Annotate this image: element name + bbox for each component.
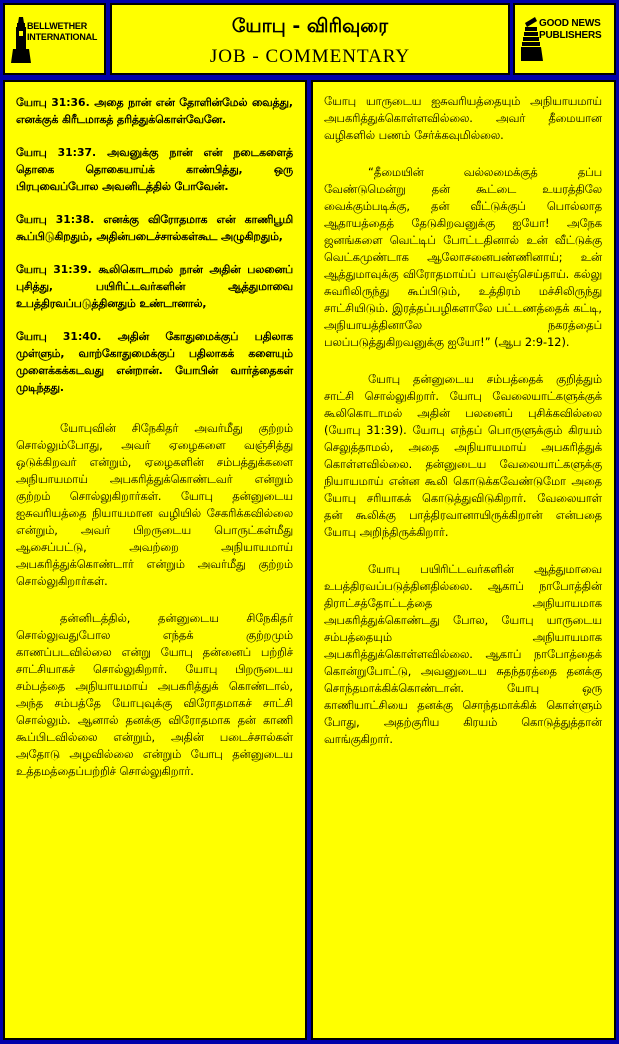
bellwether-logo-text xyxy=(27,21,97,43)
commentary-paragraph: யோபு தன்னுடைய சம்பத்தைக் குறித்தும் சாட்சி சொல்லுகிறார். யோபு வேலையாட்களுக்குக் கூலிகொடாமல் அதின் பலனைப் புசிக்கவில்லை (யோபு 31:39). யோபு எந்தப் பொருளுக்கும் கிரயம் செலுத்தாமல், அதை அநியாயமாய் அபகரித்துக் கொள்ளவில்லை. தன்னுடைய வேலையாட்களுக்கு நியாயமாய் என்ன கூலி கொடுக்கவேண்டுமோ அதை யோபு சரியாகக் கொடுத்துவிடுகிறார். வேலையாள் தன் கூலிக்கு பாத்திரவானாயிருக்கிறான் என்பதை யோபு அறிந்திருக்கிறார். xyxy=(324,373,602,539)
verse-31-37: யோபு 31:37. அவனுக்கு நான் என் நடைகளைத் தொகை தொகையாய்க் காண்பித்து, ஒரு பிரபுவைப்போல அவனிடத்தில் போவேன். xyxy=(16,146,293,193)
commentary-paragraph: யோபுவின் சிநேகிதர் அவர்மீது குற்றம் சொல்லும்போது, அவர் ஏழைகளை வஞ்சித்து ஒடுக்கிறவர் என்றும், ஏழைகளின் சம்பத்துக்களை அநியாயமாய் அபகரித்துக்கொண்டவர் என்றும் குற்றம் சொல்லுகிறார்கள். யோபு தன்னுடைய ஐசுவரியத்தை நியாயமான வழியில் சேகரிக்கவில்லை என்றும், அவர் பிறருடைய பொருட்கள்மீது ஆசைப்பட்டு, அவற்றை அநியாயமாய் அபகரித்துக்கொண்டார் என்றும் அவர்மீது குற்றம் சொல்லுகிறார்கள். xyxy=(16,422,293,588)
logo-line-2: PUBLISHERS xyxy=(539,30,602,41)
verse-31-40: யோபு 31:40. அதின் கோதுமைக்குப் பதிலாக முள்ளும், வாற்கோதுமைக்குப் பதிலாகக் களையும் முளைக்கக்கடவது என்றான். யோபின் வார்த்தைகள் முடிந்தது. xyxy=(16,330,293,394)
commentary-paragraph: யோபு பயிரிட்டவர்களின் ஆத்துமாவை உபத்திரவப்படுத்தினதில்லை. ஆகாப் நாபோத்தின் திராட்சத்தோட்டத்தை அநியாயமாக அபகரித்துக்கொண்டது போல, யோபு யாருடைய சம்பத்தையும் அநியாயமாக அபகரித்துக்கொள்ளவில்லை. ஆகாப் நாபோத்தைக் கொன்றுபோட்டு, அவனுடைய சுதந்தரத்தை தனக்கு சொந்தமாக்கிக்கொண்டான். யோபு ஒரு காணியாட்சியை தனக்கு சொந்தமாக்கிக் கொள்ளும் போது, அதற்குரிய கிரயம் கொடுத்துத்தான் வாங்குகிறார். xyxy=(324,563,602,746)
scripture-quote: “தீமையின் வல்லமைக்குத் தப்ப வேண்டுமென்று தன் கூட்டை உயரத்திலே வைக்கும்படிக்கு, தன் வீட்டுக்குப் பொல்லாத ஆதாயத்தைத் தேடுகிறவனுக்கு ஐயோ! அநேக ஜனங்களை வெட்டிப் போட்டதினால் உன் வீட்டுக்கு வெட்கமுண்டாக ஆலோசனைபண்ணினாய்; உன் ஆத்துமாவுக்கு விரோதமாய்ப் பாவஞ்செய்தாய். கல்லு சுவரிலிருந்து கூப்பிடும், உத்திரம் மச்சிலிருந்து சாட்சியிடும். இரத்தப்பழிகளாலே பட்டணத்தைக் கட்டி, அநியாயத்தினாலே நகரத்தைப் பலப்படுத்துகிறவனுக்கு ஐயோ!” (ஆப 2:9-12). xyxy=(324,166,602,349)
commentary-paragraph: தன்னிடத்தில், தன்னுடைய சிநேகிதர் சொல்லுவதுபோல எந்தக் குற்றமும் காணப்படவில்லை என்று யோபு தன்னைப் பற்றிச் சாட்சியாகச் சொல்லுகிறார். யோபு பிறருடைய சம்பத்தை அநியாயமாய் அபகரித்துக் கொண்டால், அந்த சம்பத்தே யோபுவுக்கு விரோதமாகச் சாட்சி சொல்லும். ஆனால் தனக்கு விரோதமாக தன் காணி கூப்பிடவில்லை என்றும், அதின் படைச்சால்கள் அதோடு அழவில்லை என்றும் யோபு தன்னுடைய உத்தமத்தைப்பற்றிச் சொல்லுகிறார். xyxy=(16,612,293,778)
left-column xyxy=(3,80,307,1040)
logo-line-1: BELLWETHER xyxy=(27,21,87,31)
good-news-logo-text xyxy=(539,18,601,42)
page-title-tamil: யோபு - விரிவுரை xyxy=(231,15,389,37)
verse-31-39: யோபு 31:39. கூலிகொடாமல் நான் அதின் பலனைப் புசித்து, பயிரிட்டவர்களின் ஆத்துமாவை உபத்திரவப்படுத்தினதும் உண்டானால், xyxy=(16,263,293,310)
right-column xyxy=(311,80,616,1040)
commentary-paragraph: யோபு யாருடைய ஐசுவரியத்தையும் அநியாயமாய் அபகரித்துக்கொள்ளவில்லை. அவர் தீமையான வழிகளில் பணம் சேர்க்கவுமில்லை. xyxy=(324,95,602,142)
verse-31-38: யோபு 31:38. எனக்கு விரோதமாக என் காணிபூமி கூப்பிடுகிறதும், அதின்படைச்சால்கள்கூட அழுகிறதும், xyxy=(16,213,293,243)
good-news-logo-box xyxy=(513,3,616,75)
page-title-english: JOB - COMMENTARY xyxy=(209,46,411,67)
verse-31-36: யோபு 31:36. அதை நான் என் தோளின்மேல் வைத்து, எனக்குக் கிரீடமாகத் தரித்துக்கொள்வேனே. xyxy=(16,96,293,126)
logo-line-1: GOOD NEWS xyxy=(539,18,601,29)
bellwether-logo-box xyxy=(3,3,106,75)
logo-line-2: INTERNATIONAL xyxy=(27,32,98,42)
title-box xyxy=(110,3,510,75)
